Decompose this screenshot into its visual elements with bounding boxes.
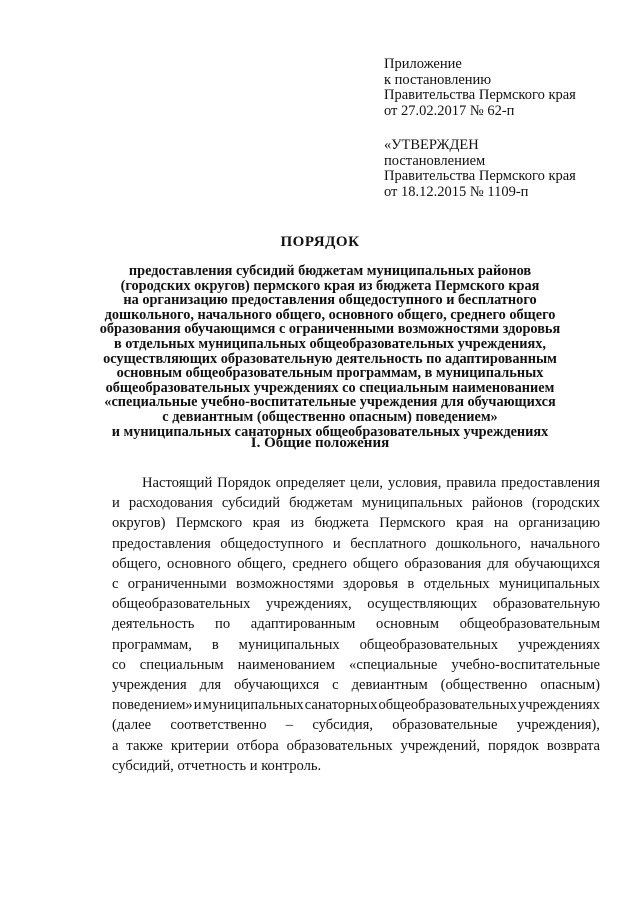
appendix-line: Правительства Пермского края	[384, 87, 576, 103]
appendix-note	[384, 57, 624, 119]
paragraph-line: и расходования субсидий бюджетам муниципальных районов (городских	[112, 495, 600, 512]
subject-line: в отдельных муниципальных общеобразовательных учреждениях,	[114, 335, 546, 352]
approval-line: постановлением	[384, 152, 486, 169]
appendix-line: от 27.02.2017 № 62-п	[384, 102, 515, 119]
approval-line: от 18.12.2015 № 1109-п	[384, 183, 529, 200]
paragraph-line: субсидий, отчетность и контроль.	[112, 757, 322, 774]
paragraph-line: общего, основного общего, среднего общего образования для обучающихся	[112, 555, 600, 572]
paragraph-line: предоставления общедоступного и бесплатного дошкольного, начального	[112, 535, 600, 552]
paragraph-line: Настоящий Порядок определяет цели, условия, правила предоставления	[142, 475, 600, 491]
paragraph-line: (далее соответственно – субсидия, образовательные учреждения),	[112, 717, 600, 734]
subject-line: предоставления субсидий бюджетам муниципальных районов	[128, 263, 532, 279]
paragraph-line: поведением» и муниципальных санаторных общеобразовательных учреждениях	[112, 697, 600, 714]
subject-line: (городских округов) пермского края из бюджета Пермского края	[120, 277, 540, 294]
subject-line: с девиантным (общественно опасным) поведением»	[162, 408, 498, 425]
subject-line: основным общеобразовательным программам, в муниципальных	[116, 365, 544, 382]
appendix-line: к постановлению	[384, 71, 492, 88]
paragraph-line: а также критерии отбора образовательных учреждений, порядок возврата	[112, 737, 600, 754]
document-title: ПОРЯДОК	[280, 234, 360, 250]
subject-line: дошкольного, начального общего, основного общего, среднего общего	[104, 306, 556, 323]
subject-line: «специальные учебно-воспитательные учреждения для обучающихся	[104, 394, 556, 411]
body-paragraph	[112, 473, 600, 776]
subject-line: общеобразовательных учреждениях со специальным наименованием	[105, 379, 555, 396]
paragraph-line: программам, в муниципальных общеобразовательных учреждениях	[112, 636, 600, 653]
approval-note	[384, 138, 624, 200]
subject-line: и муниципальных санаторных общеобразовательных учреждениях	[111, 423, 549, 440]
document-subject	[0, 264, 640, 439]
subject-line: на организацию предоставления общедоступного и бесплатного	[123, 292, 537, 309]
paragraph-line: деятельность по адаптированным основным общеобразовательным	[112, 616, 600, 633]
appendix-line: Приложение	[384, 56, 462, 72]
paragraph-line: со специальным наименованием «специальные учебно-воспитательные	[112, 656, 600, 673]
section-heading: I. Общие положения	[250, 435, 390, 451]
approval-line: Правительства Пермского края	[384, 168, 576, 184]
paragraph-line: учреждения для обучающихся с девиантным (общественно опасным)	[112, 677, 600, 694]
subject-line: осуществляющих образовательную деятельность по адаптированным	[103, 350, 557, 367]
paragraph-line: округов) Пермского края из бюджета Пермского края на организацию	[112, 515, 600, 532]
paragraph-line: общеобразовательных учреждениях, осуществляющих образовательную	[112, 596, 600, 613]
subject-line: образования обучающимся с ограниченными возможностями здоровья	[99, 321, 561, 338]
paragraph-line: с ограниченными возможностями здоровья в отдельных муниципальных	[112, 576, 600, 593]
approval-line: «УТВЕРЖДЕН	[384, 137, 479, 153]
